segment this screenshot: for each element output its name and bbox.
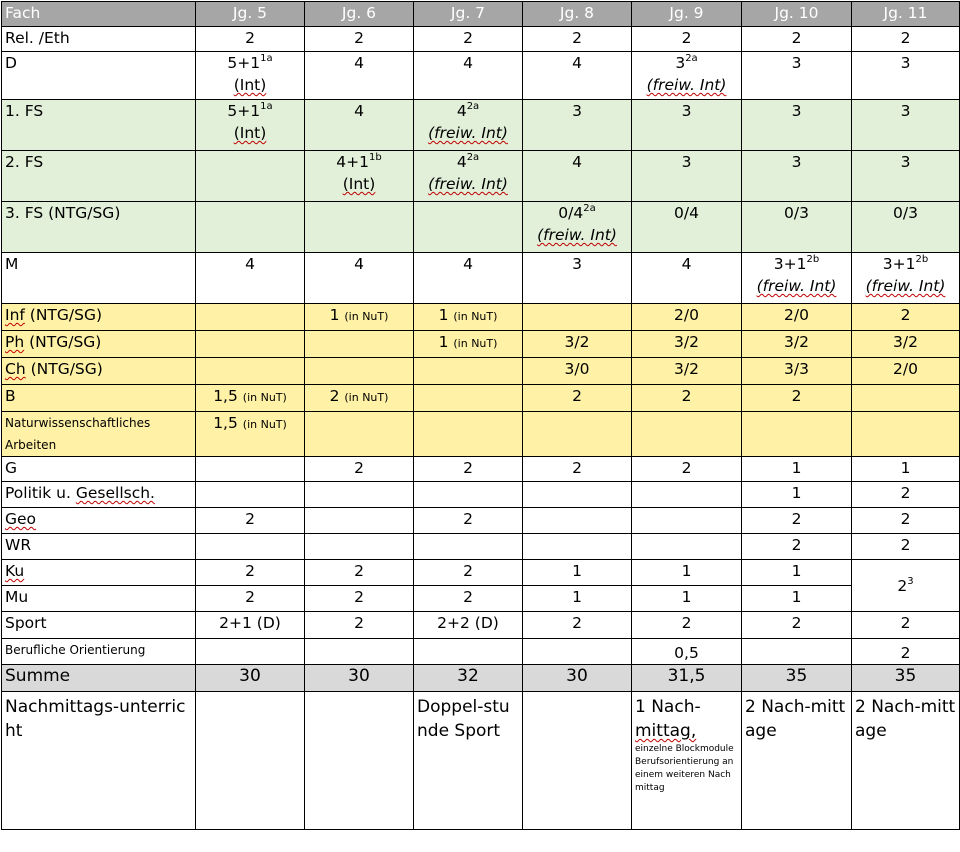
cell-jg6 (305, 202, 414, 253)
cell-jg8 (523, 692, 632, 830)
subject-name: 2. FS (2, 151, 196, 202)
subject-name: B (2, 385, 196, 412)
cell-jg5 (196, 331, 305, 358)
cell-jg7: 2 (414, 508, 523, 534)
cell-jg8: 2 (523, 457, 632, 482)
row-ph (2, 331, 960, 358)
cell-jg6: 2 (305, 560, 414, 586)
cell-jg11: 0/3 (852, 202, 960, 253)
cell-note: (in NuT) (453, 310, 498, 323)
cell-jg6 (305, 508, 414, 534)
cell-jg9 (632, 52, 742, 100)
cell-jg7: Doppel-stunde Sport (414, 692, 523, 830)
cell-jg6 (305, 304, 414, 331)
cell-value: 1 Nach- (635, 697, 701, 717)
cell-jg7: 2 (414, 560, 523, 586)
header-jg7: Jg. 7 (414, 2, 523, 27)
cell-jg11: 2 Nach-mittage (852, 692, 960, 830)
cell-jg11: 2 (852, 508, 960, 534)
cell-value: 0/4 (558, 204, 584, 222)
cell-jg7 (414, 358, 523, 385)
cell-jg5: 4 (196, 253, 305, 304)
cell-jg9: 2 (632, 27, 742, 52)
stundentafel-table (1, 1, 960, 830)
cell-jg5: 2+1 (D) (196, 612, 305, 639)
cell-jg9: 3/2 (632, 358, 742, 385)
row-fs1 (2, 100, 960, 151)
cell-jg9 (632, 482, 742, 508)
footnote-mark: 2a (685, 53, 698, 64)
cell-jg6 (305, 639, 414, 665)
row-politik (2, 482, 960, 508)
subject-name: Sport (2, 612, 196, 639)
cell-note: (Int) (233, 76, 267, 94)
cell-jg6: 2 (305, 27, 414, 52)
cell-jg10: 2 Nach-mittage (742, 692, 852, 830)
cell-jg7 (414, 385, 523, 412)
cell-jg6 (305, 331, 414, 358)
sum-jg9: 31,5 (632, 665, 742, 692)
cell-note: (in NuT) (242, 391, 287, 404)
cell-jg10: 1 (742, 586, 852, 612)
cell-jg6: 2 (305, 457, 414, 482)
cell-jg10: 2 (742, 612, 852, 639)
cell-jg9: 2/0 (632, 304, 742, 331)
cell-jg6 (305, 358, 414, 385)
header-jg5: Jg. 5 (196, 2, 305, 27)
cell-jg5 (196, 202, 305, 253)
subject-name: Berufliche Orientierung (2, 639, 196, 665)
cell-jg9: 2 (632, 457, 742, 482)
cell-jg9: 2 (632, 612, 742, 639)
subject-suffix: (NTG/SG) (24, 333, 102, 351)
subject-name-part: Politik u. (5, 484, 76, 502)
subject-name: D (2, 52, 196, 100)
cell-jg10: 2/0 (742, 304, 852, 331)
cell-jg11: 3/2 (852, 331, 960, 358)
header-jg10: Jg. 10 (742, 2, 852, 27)
cell-note: (freiw. Int) (865, 277, 946, 295)
cell-jg6 (305, 534, 414, 560)
subject-name: Naturwissenschaftliches Arbeiten (2, 412, 196, 457)
cell-jg8 (523, 304, 632, 331)
footnote-mark: 1a (260, 101, 273, 112)
cell-jg10: 2 (742, 508, 852, 534)
header-jg6: Jg. 6 (305, 2, 414, 27)
cell-jg9: 3/2 (632, 331, 742, 358)
cell-value: 3+1 (882, 255, 916, 273)
subject-name (2, 482, 196, 508)
cell-jg6: 2 (305, 612, 414, 639)
subject-name (2, 508, 196, 534)
cell-note: (freiw. Int) (646, 76, 727, 94)
footnote-mark: 2b (915, 254, 929, 265)
cell-jg8: 3/2 (523, 331, 632, 358)
cell-jg9 (632, 534, 742, 560)
cell-jg8: 3 (523, 253, 632, 304)
cell-jg5 (196, 151, 305, 202)
cell-jg6 (305, 692, 414, 830)
subject-name (2, 692, 196, 830)
header-jg11: Jg. 11 (852, 2, 960, 27)
cell-note: (Int) (342, 175, 376, 193)
cell-note: (in NuT) (242, 418, 287, 431)
cell-jg7 (414, 331, 523, 358)
row-mu (2, 586, 960, 612)
cell-value: 1 (329, 306, 340, 324)
row-g (2, 457, 960, 482)
subject-name-text: Ku (5, 562, 25, 580)
cell-jg10: 3 (742, 52, 852, 100)
footnote-mark: 2b (806, 254, 820, 265)
row-rel (2, 27, 960, 52)
sum-jg5: 30 (196, 665, 305, 692)
cell-jg8: 4 (523, 151, 632, 202)
cell-jg11: 1 (852, 457, 960, 482)
cell-jg9: 3 (632, 100, 742, 151)
cell-jg5 (196, 385, 305, 412)
sum-jg8: 30 (523, 665, 632, 692)
cell-jg5: 2 (196, 508, 305, 534)
row-nachmittag (2, 692, 960, 830)
row-fs3 (2, 202, 960, 253)
cell-jg8 (523, 508, 632, 534)
cell-note: (in NuT) (453, 337, 498, 350)
cell-jg7 (414, 151, 523, 202)
cell-jg9: 0,5 (632, 639, 742, 665)
cell-jg5 (196, 482, 305, 508)
subject-abbr: Ch (5, 360, 26, 378)
cell-jg11: 3 (852, 52, 960, 100)
cell-value: 5+1 (227, 54, 261, 72)
sum-jg7: 32 (414, 665, 523, 692)
cell-jg9 (632, 508, 742, 534)
cell-value: 2 (897, 576, 908, 595)
row-fs2 (2, 151, 960, 202)
cell-jg7 (414, 534, 523, 560)
cell-jg6 (305, 385, 414, 412)
row-inf (2, 304, 960, 331)
cell-jg8: 2 (523, 27, 632, 52)
footnote-mark: 2a (583, 203, 596, 214)
cell-jg11: 2 (852, 27, 960, 52)
subject-name (2, 304, 196, 331)
cell-jg8 (523, 412, 632, 457)
cell-value: 1,5 (213, 387, 238, 405)
cell-jg11: 2 (852, 612, 960, 639)
row-b (2, 385, 960, 412)
subject-suffix: (NTG/SG) (25, 360, 103, 378)
cell-value: 1 (438, 306, 449, 324)
cell-jg5 (196, 692, 305, 830)
cell-jg9: 4 (632, 253, 742, 304)
subject-name (2, 331, 196, 358)
cell-jg9 (632, 692, 742, 830)
cell-jg11-ku-mu (852, 560, 960, 612)
subject-name-text: Geo (5, 510, 37, 528)
cell-jg7 (414, 304, 523, 331)
subject-name (2, 358, 196, 385)
cell-note: (Int) (233, 124, 267, 142)
cell-jg11: 2 (852, 304, 960, 331)
row-wr (2, 534, 960, 560)
cell-jg10: 2 (742, 27, 852, 52)
cell-jg5 (196, 534, 305, 560)
cell-jg10: 3/2 (742, 331, 852, 358)
row-sport (2, 612, 960, 639)
subject-name: Mu (2, 586, 196, 612)
cell-jg7 (414, 100, 523, 151)
row-ku (2, 560, 960, 586)
subject-abbr: Ph (5, 333, 25, 351)
cell-jg6 (305, 482, 414, 508)
cell-jg11: 2 (852, 639, 960, 665)
cell-note: (freiw. Int) (537, 226, 617, 244)
cell-note: einzelne Blockmodule Berufsorientierung an einem weiteren Nachmittag (635, 744, 734, 793)
footnote-mark: 3 (907, 575, 914, 587)
cell-jg8: 4 (523, 52, 632, 100)
subject-name: WR (2, 534, 196, 560)
cell-note: (freiw. Int) (428, 124, 508, 142)
cell-jg6: 2 (305, 586, 414, 612)
cell-jg10 (742, 412, 852, 457)
cell-jg10: 3 (742, 100, 852, 151)
cell-jg8: 1 (523, 586, 632, 612)
cell-note: (in NuT) (344, 310, 389, 323)
cell-jg6 (305, 412, 414, 457)
cell-jg5 (196, 639, 305, 665)
subject-name: 1. FS (2, 100, 196, 151)
cell-jg11: 3 (852, 151, 960, 202)
cell-jg5: 2 (196, 586, 305, 612)
cell-jg6: 4 (305, 52, 414, 100)
sum-jg11: 35 (852, 665, 960, 692)
cell-jg8 (523, 639, 632, 665)
sum-jg10: 35 (742, 665, 852, 692)
cell-jg7: 4 (414, 52, 523, 100)
cell-note: (freiw. Int) (756, 277, 837, 295)
cell-jg8 (523, 482, 632, 508)
subject-abbr: Inf (5, 306, 25, 324)
cell-jg5 (196, 52, 305, 100)
cell-jg11: 2/0 (852, 358, 960, 385)
cell-jg10: 0/3 (742, 202, 852, 253)
row-berufliche-orientierung (2, 639, 960, 665)
cell-jg10: 1 (742, 560, 852, 586)
cell-jg8: 3 (523, 100, 632, 151)
subject-name-part: Gesellsch. (75, 484, 155, 502)
cell-jg8 (523, 202, 632, 253)
cell-jg7 (414, 202, 523, 253)
footnote-mark: 1a (260, 53, 273, 64)
cell-jg9: 1 (632, 586, 742, 612)
row-m (2, 253, 960, 304)
cell-jg8: 2 (523, 385, 632, 412)
subject-name-text: Nachmittags-unterricht (5, 697, 186, 741)
cell-jg11: 3 (852, 100, 960, 151)
cell-jg11 (852, 253, 960, 304)
subject-name (2, 560, 196, 586)
cell-value: 1 (438, 333, 449, 351)
cell-jg9: 3 (632, 151, 742, 202)
cell-value: 4 (456, 102, 467, 120)
cell-jg8: 2 (523, 612, 632, 639)
cell-jg6 (305, 151, 414, 202)
cell-jg10: 2 (742, 385, 852, 412)
cell-value: 3 (675, 54, 686, 72)
row-ch (2, 358, 960, 385)
cell-value: 4+1 (336, 153, 369, 171)
footnote-mark: 2a (466, 152, 480, 163)
cell-note: (freiw. Int) (428, 175, 508, 193)
cell-value: 5+1 (227, 102, 261, 120)
cell-jg9 (632, 412, 742, 457)
cell-jg9: 1 (632, 560, 742, 586)
cell-jg9: 2 (632, 385, 742, 412)
header-fach: Fach (2, 2, 196, 27)
cell-jg7 (414, 412, 523, 457)
row-summe (2, 665, 960, 692)
cell-jg11 (852, 385, 960, 412)
cell-jg10 (742, 253, 852, 304)
cell-jg10: 2 (742, 534, 852, 560)
cell-jg10: 1 (742, 457, 852, 482)
row-geo (2, 508, 960, 534)
cell-jg9: 0/4 (632, 202, 742, 253)
cell-jg11: 2 (852, 482, 960, 508)
cell-value: 2 (329, 387, 340, 405)
cell-jg5 (196, 412, 305, 457)
cell-jg5: 2 (196, 27, 305, 52)
cell-jg10 (742, 639, 852, 665)
cell-jg5: 2 (196, 560, 305, 586)
cell-jg7: 4 (414, 253, 523, 304)
cell-jg11 (852, 412, 960, 457)
cell-jg5 (196, 304, 305, 331)
cell-jg6: 4 (305, 253, 414, 304)
cell-jg7: 2 (414, 27, 523, 52)
cell-jg5 (196, 358, 305, 385)
subject-name: Summe (2, 665, 196, 692)
cell-jg7: 2 (414, 586, 523, 612)
cell-value: 4 (456, 153, 467, 171)
cell-value: 1,5 (213, 414, 238, 432)
cell-jg8: 1 (523, 560, 632, 586)
subject-name: Rel. /Eth (2, 27, 196, 52)
cell-jg5 (196, 100, 305, 151)
cell-jg10: 3/3 (742, 358, 852, 385)
header-row (2, 2, 960, 27)
cell-jg6: 4 (305, 100, 414, 151)
cell-jg10: 1 (742, 482, 852, 508)
header-jg8: Jg. 8 (523, 2, 632, 27)
cell-value: 3+1 (773, 255, 807, 273)
subject-name: M (2, 253, 196, 304)
subject-name: 3. FS (NTG/SG) (2, 202, 196, 253)
cell-jg8: 3/0 (523, 358, 632, 385)
header-jg9: Jg. 9 (632, 2, 742, 27)
subject-suffix: (NTG/SG) (24, 306, 103, 324)
cell-jg7 (414, 639, 523, 665)
cell-jg5 (196, 457, 305, 482)
cell-jg7: 2+2 (D) (414, 612, 523, 639)
row-d (2, 52, 960, 100)
row-nwa (2, 412, 960, 457)
cell-jg8 (523, 534, 632, 560)
cell-jg7 (414, 482, 523, 508)
cell-jg10: 3 (742, 151, 852, 202)
cell-value: mittag, (635, 721, 697, 741)
cell-jg11: 2 (852, 534, 960, 560)
cell-note: (in NuT) (344, 391, 389, 404)
footnote-mark: 1b (369, 152, 382, 163)
footnote-mark: 2a (466, 101, 480, 112)
subject-name: G (2, 457, 196, 482)
sum-jg6: 30 (305, 665, 414, 692)
cell-jg7: 2 (414, 457, 523, 482)
